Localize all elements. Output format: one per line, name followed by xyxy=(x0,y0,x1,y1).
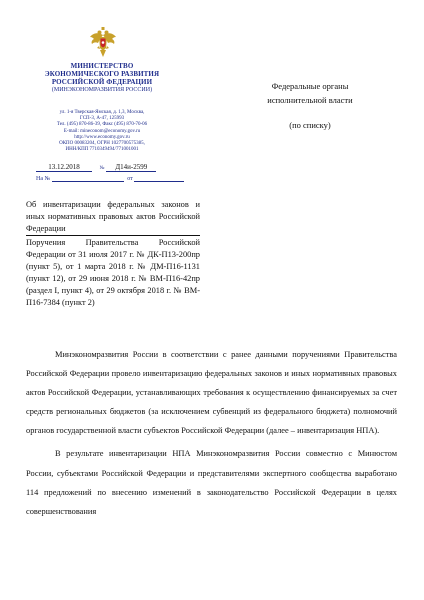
number-label: № xyxy=(99,166,105,171)
letter-body xyxy=(26,345,397,521)
postal-line: ГСП-3, А-47, 125993 xyxy=(79,116,125,122)
document-date-number xyxy=(36,163,156,172)
document-date: 13.12.2018 xyxy=(48,163,80,171)
subject-reference: Поручения Правительства Российской Федерации от 31 июля 2017 г. № ДК-П13-200пр (пункт 5), от 1 марта 2018 г. № ДМ-П16-1131 (пункт 12), от 29 июня 2018 г. № ВМ-П16-42пр (раздел I, пункт 4), от 29 октября 2018 г. № ВМ-П16-7384 (пункт 2) xyxy=(26,238,200,307)
document-number: Д14и-2599 xyxy=(115,163,148,171)
addressee-note: (по списку) xyxy=(289,120,331,130)
ministry-name-line: РОССИЙСКОЙ ФЕДЕРАЦИИ xyxy=(51,78,153,86)
phone-line: Тел. (495) 870-86-39, Факс (495) 870-70-06 xyxy=(56,122,148,128)
body-paragraph: В результате инвентаризации НПА Минэкономразвития России совместно с Минюстом России, субъектами Российской Федерации и представителями экспертного сообщества выработано 114 предложений по внесению изменений в законодательство Российской Федерации в целях совершенствования xyxy=(26,449,397,516)
contact-info xyxy=(16,110,188,153)
from-label: от xyxy=(127,176,133,182)
okpo-line: ОКПО 00083204, ОГРН 1027700575385, xyxy=(59,141,145,147)
russian-coat-of-arms-icon xyxy=(88,26,118,59)
email-line: E-mail: mineconom@economy.gov.ru xyxy=(63,128,141,134)
addressee-line: Федеральные органы xyxy=(271,81,349,91)
inn-line: ИНН/КПП 7710349494/771001001 xyxy=(65,147,139,153)
ministry-abbreviation: (МИНЭКОНОМРАЗВИТИЯ РОССИИ) xyxy=(51,87,153,93)
addressee-line: исполнительной власти xyxy=(267,94,353,105)
addressee xyxy=(240,80,380,133)
na-label: На № xyxy=(36,176,51,182)
subject-block xyxy=(26,199,200,309)
address-line: ул. 1-я Тверская-Ямская, д. 1,3, Москва, xyxy=(59,110,145,115)
ministry-header xyxy=(16,62,188,94)
subject-title: Об инвентаризации федеральных законов и иных нормативных правовых актов Российской Федерации xyxy=(26,199,200,236)
website-line: http://www.economy.gov.ru xyxy=(74,134,130,140)
body-paragraph: Минэкономразвития России в соответствии с ранее данными поручениями Правительства Российской Федерации провело инвентаризацию федеральных законов и иных нормативных правовых актов Российской Федерации, устанавливающих требования к осуществлению финансируемых за счет средств региональных бюджетов (за исключением субвенций из федерального бюджета) полномочий органов государственной власти субъектов Российской Федерации (далее – инвентаризация НПА). xyxy=(26,350,397,436)
ministry-name-line: МИНИСТЕРСТВО xyxy=(70,62,134,70)
ministry-name-line: ЭКОНОМИЧЕСКОГО РАЗВИТИЯ xyxy=(44,70,160,78)
reference-row xyxy=(36,175,184,182)
